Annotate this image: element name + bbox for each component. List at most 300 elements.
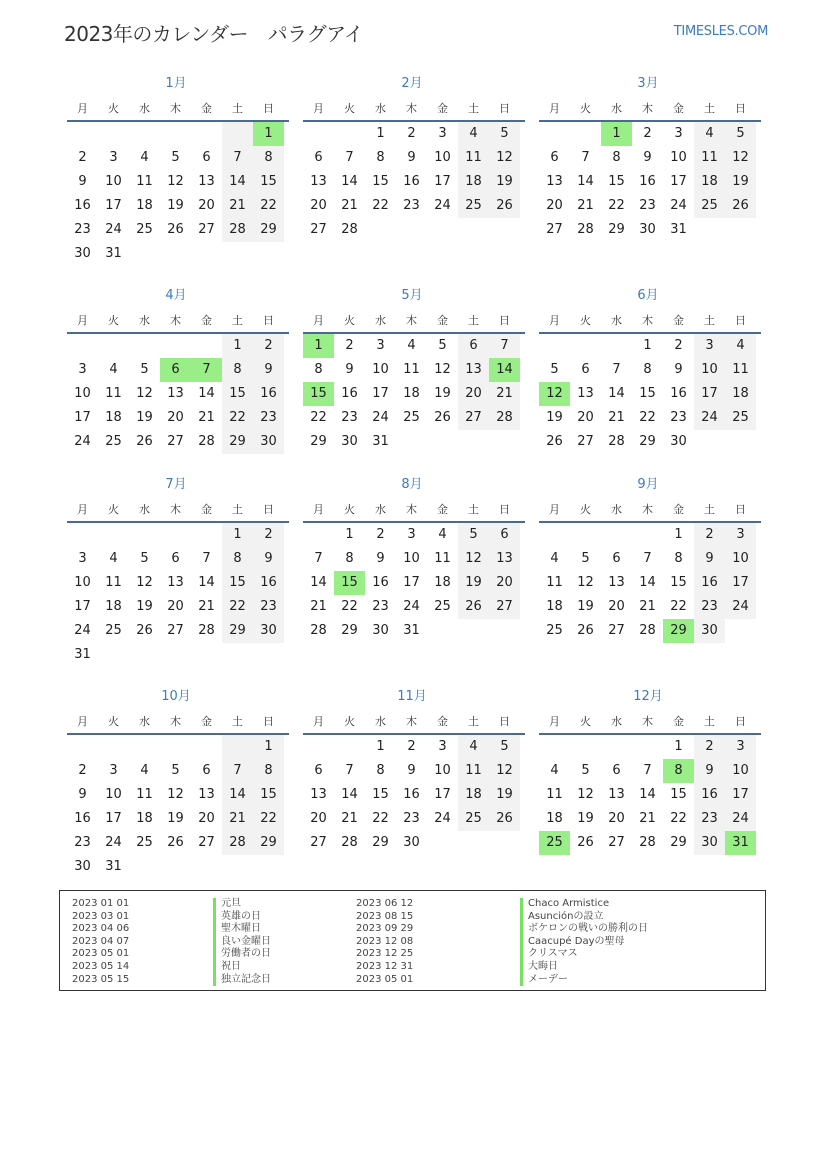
day-cell[interactable]: 13 [198, 174, 215, 189]
day-cell[interactable]: 15 [372, 174, 389, 189]
day-cell[interactable]: 28 [310, 623, 327, 638]
day-cell[interactable]: 5 [438, 338, 447, 353]
day-cell[interactable]: 25 [458, 194, 489, 218]
day-cell[interactable]: 2 [376, 527, 385, 542]
day-cell[interactable]: 14 [198, 386, 215, 401]
day-cell[interactable]: 25 [694, 194, 725, 218]
day-cell[interactable]: 30 [694, 619, 725, 643]
day-cell[interactable]: 25 [434, 599, 451, 614]
day-cell[interactable]: 6 [171, 551, 180, 566]
day-cell[interactable]: 27 [458, 406, 489, 430]
day-cell[interactable]: 2 [407, 739, 416, 754]
day-cell[interactable]: 8 [643, 362, 652, 377]
day-cell[interactable]: 25 [725, 406, 756, 430]
day-cell[interactable]: 11 [694, 146, 725, 170]
day-cell[interactable]: 13 [608, 787, 625, 802]
day-cell[interactable]: 28 [198, 434, 215, 449]
day-cell[interactable]: 24 [725, 807, 756, 831]
day-cell[interactable]: 7 [222, 146, 253, 170]
day-cell[interactable]: 6 [458, 334, 489, 358]
day-cell[interactable]: 30 [372, 623, 389, 638]
day-cell[interactable]: 20 [458, 382, 489, 406]
day-cell[interactable]: 19 [577, 811, 594, 826]
day-cell[interactable]: 30 [74, 859, 91, 874]
day-cell[interactable]: 11 [105, 386, 122, 401]
day-cell[interactable]: 7 [345, 763, 354, 778]
day-cell[interactable]: 31 [725, 831, 756, 855]
day-cell[interactable]: 3 [438, 739, 447, 754]
day-cell[interactable]: 13 [198, 787, 215, 802]
day-cell[interactable]: 5 [489, 735, 520, 759]
day-cell[interactable]: 17 [434, 787, 451, 802]
day-cell[interactable]: 22 [253, 807, 284, 831]
day-cell[interactable]: 25 [105, 623, 122, 638]
day-cell[interactable]: 12 [489, 146, 520, 170]
day-cell[interactable]: 1 [376, 739, 385, 754]
day-cell[interactable]: 8 [314, 362, 323, 377]
day-cell[interactable]: 26 [489, 194, 520, 218]
day-cell[interactable]: 28 [608, 434, 625, 449]
day-cell[interactable]: 29 [341, 623, 358, 638]
day-cell[interactable]: 21 [577, 198, 594, 213]
day-cell[interactable]: 3 [725, 735, 756, 759]
day-cell[interactable]: 18 [434, 575, 451, 590]
day-cell[interactable]: 24 [434, 198, 451, 213]
day-cell[interactable]: 2 [643, 126, 652, 141]
day-cell[interactable]: 16 [74, 811, 91, 826]
day-cell[interactable]: 14 [639, 787, 656, 802]
day-cell[interactable]: 9 [694, 759, 725, 783]
day-cell[interactable]: 21 [608, 410, 625, 425]
day-cell[interactable]: 11 [403, 362, 420, 377]
day-cell[interactable]: 17 [372, 386, 389, 401]
day-cell[interactable]: 29 [639, 434, 656, 449]
day-cell[interactable]: 7 [612, 362, 621, 377]
day-cell[interactable]: 19 [546, 410, 563, 425]
day-cell[interactable]: 10 [725, 547, 756, 571]
day-cell[interactable]: 12 [489, 759, 520, 783]
day-cell[interactable]: 3 [78, 551, 87, 566]
day-cell[interactable]: 17 [670, 174, 687, 189]
day-cell[interactable]: 23 [253, 595, 284, 619]
day-cell[interactable]: 13 [310, 174, 327, 189]
day-cell[interactable]: 9 [407, 150, 416, 165]
day-cell[interactable]: 10 [403, 551, 420, 566]
day-cell[interactable]: 23 [74, 222, 91, 237]
day-cell[interactable]: 10 [725, 759, 756, 783]
day-cell[interactable]: 6 [612, 551, 621, 566]
day-cell[interactable]: 3 [109, 763, 118, 778]
day-cell[interactable]: 17 [105, 198, 122, 213]
day-cell[interactable]: 23 [403, 811, 420, 826]
day-cell[interactable]: 13 [310, 787, 327, 802]
day-cell[interactable]: 1 [222, 334, 253, 358]
day-cell[interactable]: 6 [202, 150, 211, 165]
day-cell[interactable]: 18 [105, 410, 122, 425]
day-cell[interactable]: 27 [198, 222, 215, 237]
day-cell[interactable]: 30 [694, 831, 725, 855]
day-cell[interactable]: 30 [670, 434, 687, 449]
day-cell[interactable]: 20 [608, 599, 625, 614]
day-cell[interactable]: 7 [222, 759, 253, 783]
day-cell[interactable]: 7 [581, 150, 590, 165]
day-cell[interactable]: 18 [136, 811, 153, 826]
day-cell[interactable]: 7 [191, 358, 222, 382]
day-cell[interactable]: 19 [167, 811, 184, 826]
day-cell[interactable]: 4 [725, 334, 756, 358]
day-cell[interactable]: 24 [434, 811, 451, 826]
day-cell[interactable]: 1 [253, 122, 284, 146]
day-cell[interactable]: 24 [372, 410, 389, 425]
day-cell[interactable]: 7 [643, 551, 652, 566]
day-cell[interactable]: 23 [670, 410, 687, 425]
day-cell[interactable]: 10 [74, 575, 91, 590]
day-cell[interactable]: 26 [577, 835, 594, 850]
day-cell[interactable]: 5 [725, 122, 756, 146]
day-cell[interactable]: 20 [310, 198, 327, 213]
day-cell[interactable]: 9 [78, 787, 87, 802]
day-cell[interactable]: 16 [372, 575, 389, 590]
day-cell[interactable]: 26 [167, 835, 184, 850]
day-cell[interactable]: 20 [198, 198, 215, 213]
day-cell[interactable]: 12 [167, 787, 184, 802]
day-cell[interactable]: 4 [694, 122, 725, 146]
day-cell[interactable]: 17 [694, 382, 725, 406]
day-cell[interactable]: 1 [601, 122, 632, 146]
day-cell[interactable]: 16 [253, 382, 284, 406]
day-cell[interactable]: 17 [725, 783, 756, 807]
day-cell[interactable]: 9 [376, 551, 385, 566]
day-cell[interactable]: 13 [167, 386, 184, 401]
day-cell[interactable]: 28 [489, 406, 520, 430]
day-cell[interactable]: 23 [74, 835, 91, 850]
day-cell[interactable]: 14 [489, 358, 520, 382]
day-cell[interactable]: 29 [310, 434, 327, 449]
day-cell[interactable]: 31 [105, 859, 122, 874]
day-cell[interactable]: 19 [136, 599, 153, 614]
day-cell[interactable]: 28 [222, 218, 253, 242]
day-cell[interactable]: 15 [253, 170, 284, 194]
day-cell[interactable]: 21 [198, 599, 215, 614]
day-cell[interactable]: 16 [670, 386, 687, 401]
day-cell[interactable]: 12 [577, 787, 594, 802]
day-cell[interactable]: 21 [341, 811, 358, 826]
day-cell[interactable]: 18 [105, 599, 122, 614]
day-cell[interactable]: 20 [167, 410, 184, 425]
day-cell[interactable]: 7 [345, 150, 354, 165]
day-cell[interactable]: 13 [577, 386, 594, 401]
day-cell[interactable]: 22 [341, 599, 358, 614]
day-cell[interactable]: 8 [222, 358, 253, 382]
day-cell[interactable]: 7 [489, 334, 520, 358]
day-cell[interactable]: 11 [136, 787, 153, 802]
day-cell[interactable]: 11 [458, 759, 489, 783]
day-cell[interactable]: 16 [694, 783, 725, 807]
day-cell[interactable]: 10 [372, 362, 389, 377]
day-cell[interactable]: 30 [74, 246, 91, 261]
day-cell[interactable]: 17 [74, 599, 91, 614]
day-cell[interactable]: 27 [489, 595, 520, 619]
day-cell[interactable]: 6 [160, 358, 191, 382]
day-cell[interactable]: 13 [608, 575, 625, 590]
day-cell[interactable]: 28 [341, 222, 358, 237]
day-cell[interactable]: 23 [341, 410, 358, 425]
day-cell[interactable]: 27 [608, 835, 625, 850]
day-cell[interactable]: 23 [403, 198, 420, 213]
day-cell[interactable]: 20 [489, 571, 520, 595]
day-cell[interactable]: 29 [253, 831, 284, 855]
day-cell[interactable]: 4 [407, 338, 416, 353]
day-cell[interactable]: 16 [403, 174, 420, 189]
day-cell[interactable]: 1 [674, 527, 683, 542]
day-cell[interactable]: 11 [434, 551, 451, 566]
day-cell[interactable]: 3 [407, 527, 416, 542]
day-cell[interactable]: 31 [105, 246, 122, 261]
day-cell[interactable]: 22 [310, 410, 327, 425]
day-cell[interactable]: 27 [310, 222, 327, 237]
day-cell[interactable]: 21 [639, 599, 656, 614]
day-cell[interactable]: 9 [643, 150, 652, 165]
day-cell[interactable]: 2 [674, 338, 683, 353]
day-cell[interactable]: 14 [198, 575, 215, 590]
day-cell[interactable]: 2 [253, 523, 284, 547]
day-cell[interactable]: 5 [458, 523, 489, 547]
day-cell[interactable]: 18 [694, 170, 725, 194]
day-cell[interactable]: 4 [438, 527, 447, 542]
day-cell[interactable]: 30 [253, 619, 284, 643]
day-cell[interactable]: 5 [581, 763, 590, 778]
day-cell[interactable]: 21 [489, 382, 520, 406]
day-cell[interactable]: 24 [74, 434, 91, 449]
day-cell[interactable]: 22 [670, 811, 687, 826]
day-cell[interactable]: 13 [458, 358, 489, 382]
day-cell[interactable]: 7 [314, 551, 323, 566]
day-cell[interactable]: 19 [458, 571, 489, 595]
day-cell[interactable]: 26 [434, 410, 451, 425]
day-cell[interactable]: 2 [345, 338, 354, 353]
day-cell[interactable]: 22 [670, 599, 687, 614]
day-cell[interactable]: 3 [109, 150, 118, 165]
day-cell[interactable]: 8 [345, 551, 354, 566]
day-cell[interactable]: 22 [639, 410, 656, 425]
day-cell[interactable]: 19 [489, 170, 520, 194]
day-cell[interactable]: 20 [608, 811, 625, 826]
day-cell[interactable]: 1 [643, 338, 652, 353]
day-cell[interactable]: 14 [341, 787, 358, 802]
day-cell[interactable]: 24 [74, 623, 91, 638]
day-cell[interactable]: 28 [198, 623, 215, 638]
day-cell[interactable]: 6 [202, 763, 211, 778]
day-cell[interactable]: 10 [105, 787, 122, 802]
day-cell[interactable]: 15 [639, 386, 656, 401]
day-cell[interactable]: 9 [345, 362, 354, 377]
day-cell[interactable]: 2 [694, 735, 725, 759]
day-cell[interactable]: 8 [376, 763, 385, 778]
day-cell[interactable]: 25 [539, 831, 570, 855]
day-cell[interactable]: 2 [78, 150, 87, 165]
day-cell[interactable]: 26 [136, 623, 153, 638]
day-cell[interactable]: 14 [608, 386, 625, 401]
day-cell[interactable]: 6 [581, 362, 590, 377]
day-cell[interactable]: 10 [694, 358, 725, 382]
day-cell[interactable]: 16 [639, 174, 656, 189]
day-cell[interactable]: 24 [403, 599, 420, 614]
day-cell[interactable]: 28 [639, 623, 656, 638]
day-cell[interactable]: 18 [136, 198, 153, 213]
day-cell[interactable]: 17 [725, 571, 756, 595]
day-cell[interactable]: 28 [577, 222, 594, 237]
day-cell[interactable]: 25 [105, 434, 122, 449]
day-cell[interactable]: 5 [171, 150, 180, 165]
day-cell[interactable]: 30 [403, 835, 420, 850]
day-cell[interactable]: 13 [167, 575, 184, 590]
day-cell[interactable]: 22 [222, 406, 253, 430]
day-cell[interactable]: 4 [140, 150, 149, 165]
day-cell[interactable]: 5 [489, 122, 520, 146]
day-cell[interactable]: 15 [222, 382, 253, 406]
day-cell[interactable]: 4 [550, 763, 559, 778]
day-cell[interactable]: 7 [202, 551, 211, 566]
day-cell[interactable]: 31 [403, 623, 420, 638]
day-cell[interactable]: 26 [167, 222, 184, 237]
day-cell[interactable]: 6 [612, 763, 621, 778]
day-cell[interactable]: 9 [674, 362, 683, 377]
day-cell[interactable]: 23 [694, 595, 725, 619]
day-cell[interactable]: 14 [639, 575, 656, 590]
day-cell[interactable]: 2 [694, 523, 725, 547]
site-logo[interactable]: TIMESLES.COM [673, 24, 768, 39]
day-cell[interactable]: 22 [222, 595, 253, 619]
day-cell[interactable]: 29 [253, 218, 284, 242]
day-cell[interactable]: 28 [639, 835, 656, 850]
day-cell[interactable]: 1 [345, 527, 354, 542]
day-cell[interactable]: 4 [109, 362, 118, 377]
day-cell[interactable]: 10 [74, 386, 91, 401]
day-cell[interactable]: 26 [577, 623, 594, 638]
day-cell[interactable]: 4 [140, 763, 149, 778]
day-cell[interactable]: 5 [140, 551, 149, 566]
day-cell[interactable]: 30 [253, 430, 284, 454]
day-cell[interactable]: 18 [546, 599, 563, 614]
day-cell[interactable]: 11 [136, 174, 153, 189]
day-cell[interactable]: 15 [253, 783, 284, 807]
day-cell[interactable]: 19 [725, 170, 756, 194]
day-cell[interactable]: 6 [550, 150, 559, 165]
day-cell[interactable]: 27 [198, 835, 215, 850]
day-cell[interactable]: 15 [222, 571, 253, 595]
day-cell[interactable]: 24 [670, 198, 687, 213]
day-cell[interactable]: 18 [403, 386, 420, 401]
day-cell[interactable]: 17 [403, 575, 420, 590]
day-cell[interactable]: 12 [434, 362, 451, 377]
day-cell[interactable]: 9 [407, 763, 416, 778]
day-cell[interactable]: 21 [222, 807, 253, 831]
day-cell[interactable]: 20 [167, 599, 184, 614]
day-cell[interactable]: 21 [222, 194, 253, 218]
day-cell[interactable]: 4 [458, 735, 489, 759]
day-cell[interactable]: 11 [458, 146, 489, 170]
day-cell[interactable]: 17 [105, 811, 122, 826]
day-cell[interactable]: 23 [372, 599, 389, 614]
day-cell[interactable]: 29 [608, 222, 625, 237]
day-cell[interactable]: 9 [694, 547, 725, 571]
day-cell[interactable]: 13 [546, 174, 563, 189]
day-cell[interactable]: 22 [253, 194, 284, 218]
day-cell[interactable]: 25 [136, 835, 153, 850]
day-cell[interactable]: 10 [434, 763, 451, 778]
day-cell[interactable]: 19 [434, 386, 451, 401]
day-cell[interactable]: 4 [458, 122, 489, 146]
day-cell[interactable]: 6 [314, 763, 323, 778]
day-cell[interactable]: 15 [608, 174, 625, 189]
day-cell[interactable]: 14 [341, 174, 358, 189]
day-cell[interactable]: 5 [581, 551, 590, 566]
day-cell[interactable]: 19 [489, 783, 520, 807]
day-cell[interactable]: 12 [458, 547, 489, 571]
day-cell[interactable]: 27 [167, 623, 184, 638]
day-cell[interactable]: 8 [612, 150, 621, 165]
day-cell[interactable]: 15 [334, 571, 365, 595]
day-cell[interactable]: 17 [74, 410, 91, 425]
day-cell[interactable]: 11 [725, 358, 756, 382]
day-cell[interactable]: 16 [341, 386, 358, 401]
day-cell[interactable]: 14 [577, 174, 594, 189]
day-cell[interactable]: 7 [643, 763, 652, 778]
day-cell[interactable]: 3 [725, 523, 756, 547]
day-cell[interactable]: 4 [109, 551, 118, 566]
day-cell[interactable]: 16 [253, 571, 284, 595]
day-cell[interactable]: 13 [489, 547, 520, 571]
day-cell[interactable]: 12 [167, 174, 184, 189]
day-cell[interactable]: 5 [140, 362, 149, 377]
day-cell[interactable]: 15 [303, 382, 334, 406]
day-cell[interactable]: 23 [253, 406, 284, 430]
day-cell[interactable]: 3 [694, 334, 725, 358]
day-cell[interactable]: 1 [222, 523, 253, 547]
day-cell[interactable]: 27 [167, 434, 184, 449]
day-cell[interactable]: 29 [222, 619, 253, 643]
day-cell[interactable]: 29 [670, 835, 687, 850]
day-cell[interactable]: 26 [458, 595, 489, 619]
day-cell[interactable]: 1 [253, 735, 284, 759]
day-cell[interactable]: 9 [253, 547, 284, 571]
day-cell[interactable]: 12 [136, 575, 153, 590]
day-cell[interactable]: 25 [403, 410, 420, 425]
day-cell[interactable]: 12 [136, 386, 153, 401]
day-cell[interactable]: 25 [136, 222, 153, 237]
day-cell[interactable]: 30 [341, 434, 358, 449]
day-cell[interactable]: 1 [674, 739, 683, 754]
day-cell[interactable]: 3 [78, 362, 87, 377]
day-cell[interactable]: 11 [546, 575, 563, 590]
day-cell[interactable]: 17 [434, 174, 451, 189]
day-cell[interactable]: 16 [74, 198, 91, 213]
day-cell[interactable]: 21 [639, 811, 656, 826]
day-cell[interactable]: 14 [222, 783, 253, 807]
day-cell[interactable]: 10 [670, 150, 687, 165]
day-cell[interactable]: 3 [438, 126, 447, 141]
day-cell[interactable]: 15 [670, 575, 687, 590]
day-cell[interactable]: 21 [310, 599, 327, 614]
day-cell[interactable]: 10 [105, 174, 122, 189]
day-cell[interactable]: 29 [222, 430, 253, 454]
day-cell[interactable]: 2 [407, 126, 416, 141]
day-cell[interactable]: 27 [608, 623, 625, 638]
day-cell[interactable]: 8 [253, 146, 284, 170]
day-cell[interactable]: 20 [310, 811, 327, 826]
day-cell[interactable]: 19 [136, 410, 153, 425]
day-cell[interactable]: 1 [376, 126, 385, 141]
